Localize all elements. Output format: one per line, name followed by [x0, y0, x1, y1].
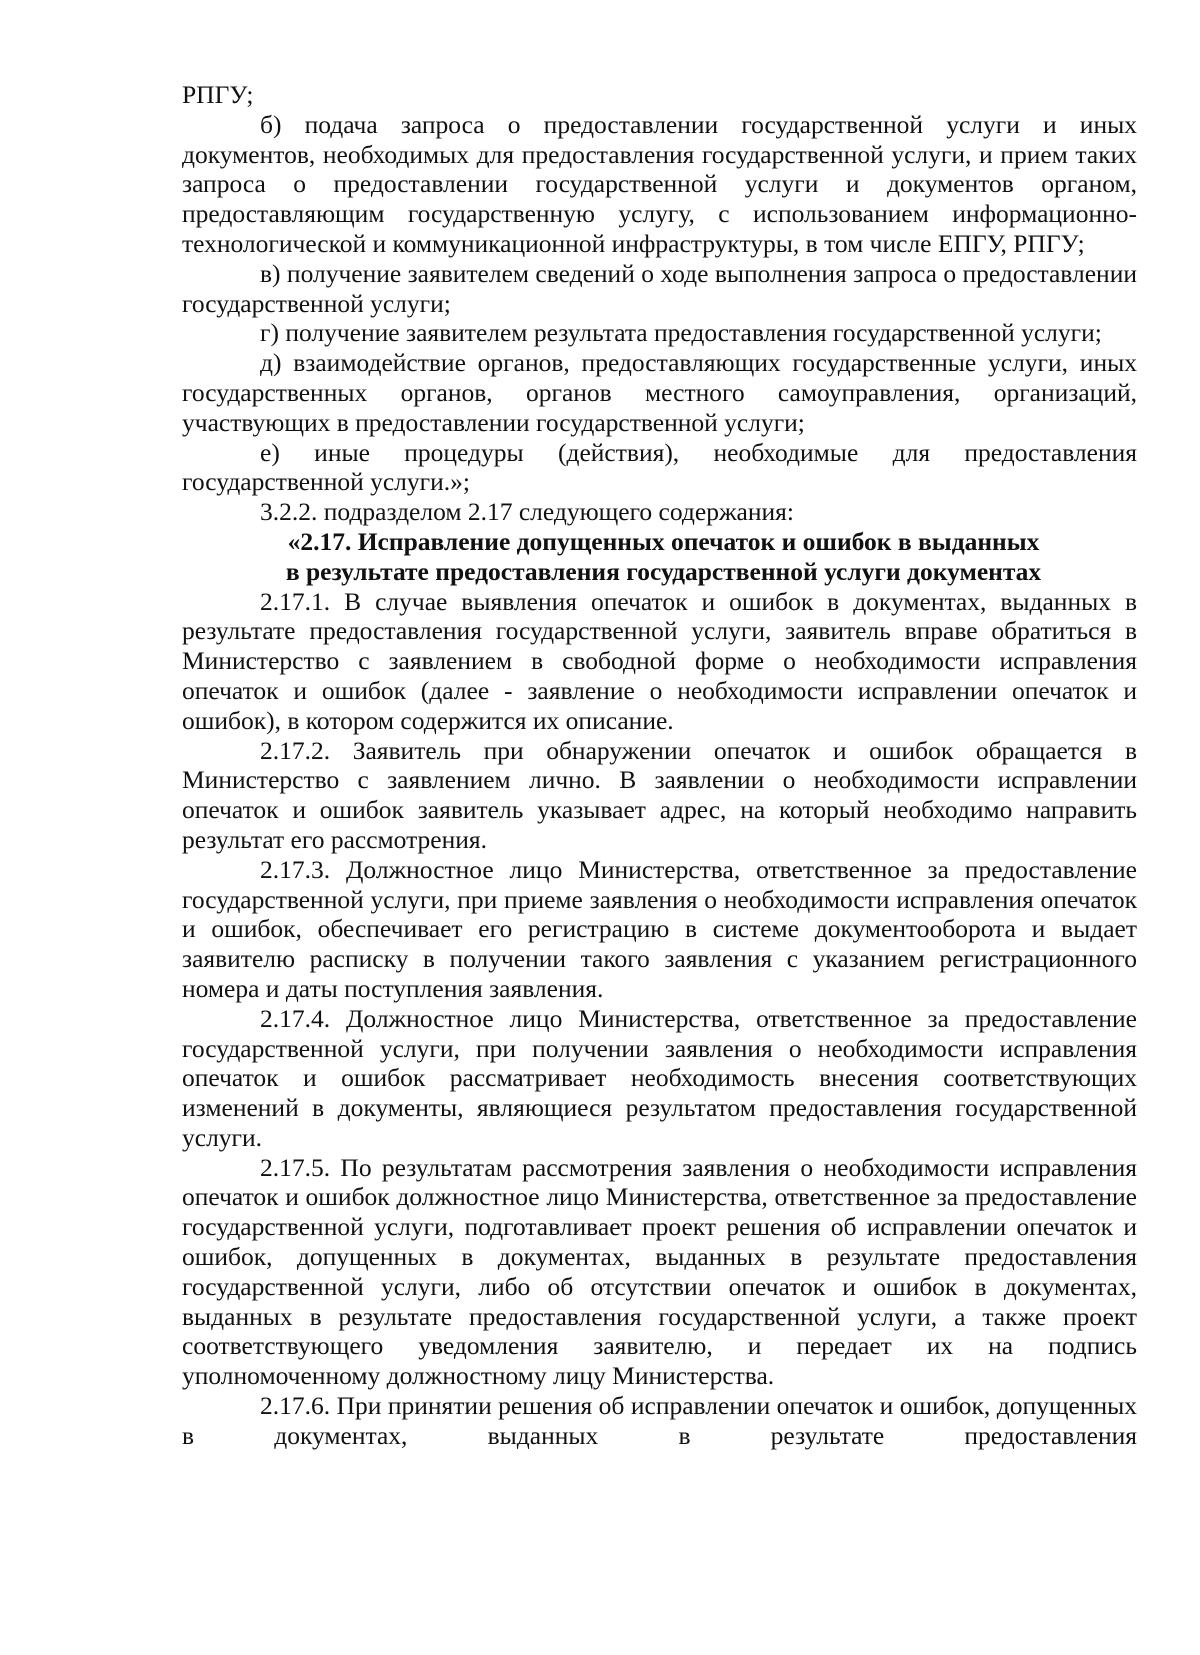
- paragraph-item-v: в) получение заявителем сведений о ходе выполнения запроса о предоставлении государственной услуги;: [182, 258, 1137, 318]
- section-heading-line-2: в результате предоставления государственной услуги документах: [285, 556, 1042, 586]
- document-body: [182, 80, 1137, 1451]
- paragraph-2-17-4: 2.17.4. Должностное лицо Министерства, ответственное за предоставление государственной услуги, при получении заявления о необходимости исправления опечаток и ошибок рассматривает необходимость внесения соответствующих изменений в документы, являющиеся результатом предоставления государственной услуги.: [182, 1003, 1137, 1152]
- paragraph-2-17-1: 2.17.1. В случае выявления опечаток и ошибок в документах, выданных в результате предоставления государственной услуги, заявитель вправе обратиться в Министерство с заявлением в свободной форме о необходимости исправления опечаток и ошибок (далее - заявление о необходимости исправлении опечаток и ошибок), в котором содержится их описание.: [182, 586, 1137, 735]
- paragraph-item-d: д) взаимодействие органов, предоставляющих государственные услуги, иных государственных органов, органов местного самоуправления, организаций, участвующих в предоставлении государственной услуги;: [182, 348, 1137, 437]
- paragraph-2-17-3: 2.17.3. Должностное лицо Министерства, ответственное за предоставление государственной услуги, при приеме заявления о необходимости исправления опечаток и ошибок, обеспечивает его регистрацию в системе документооборота и выдает заявителю расписку в получении такого заявления с указанием регистрационного номера и даты поступления заявления.: [182, 854, 1137, 1003]
- paragraph-2-17-5: 2.17.5. По результатам рассмотрения заявления о необходимости исправления опечаток и ошибок должностное лицо Министерства, ответственное за предоставление государственной услуги, подготавливает проект решения об исправлении опечаток и ошибок, допущенных в документах, выданных в результате предоставления государственной услуги, либо об отсутствии опечаток и ошибок в документах, выданных в результате предоставления государственной услуги, а также проект соответствующего уведомления заявителю, и передает их на подпись уполномоченному должностному лицу Министерства.: [182, 1152, 1137, 1391]
- paragraph-3-2-2: 3.2.2. подразделом 2.17 следующего содержания:: [260, 497, 794, 527]
- paragraph-rpgu-continuation: РПГУ;: [182, 80, 254, 109]
- paragraph-2-17-2: 2.17.2. Заявитель при обнаружении опечаток и ошибок обращается в Министерство с заявлением лично. В заявлении о необходимости исправлении опечаток и ошибок заявитель указывает адрес, на который необходимо направить результат его рассмотрения.: [182, 735, 1137, 854]
- paragraph-2-17-6: 2.17.6. При принятии решения об исправлении опечаток и ошибок, допущенных в документах, выданных в результате предоставления: [182, 1391, 1137, 1450]
- paragraph-item-g: г) получение заявителем результата предоставления государственной услуги;: [260, 318, 1102, 348]
- paragraph-item-b: б) подача запроса о предоставлении государственной услуги и иных документов, необходимых для предоставления государственной услуги, и прием таких запроса о предоставлении государственной услуги и документов органом, предоставляющим государственную услугу, с использованием информационно-технологической и коммуникационной инфраструктуры, в том числе ЕПГУ, РПГУ;: [182, 109, 1137, 258]
- section-heading-line-1: «2.17. Исправление допущенных опечаток и ошибок в выданных: [287, 526, 1040, 556]
- paragraph-item-e: е) иные процедуры (действия), необходимые для предоставления государственной услуги.»;: [182, 437, 1137, 497]
